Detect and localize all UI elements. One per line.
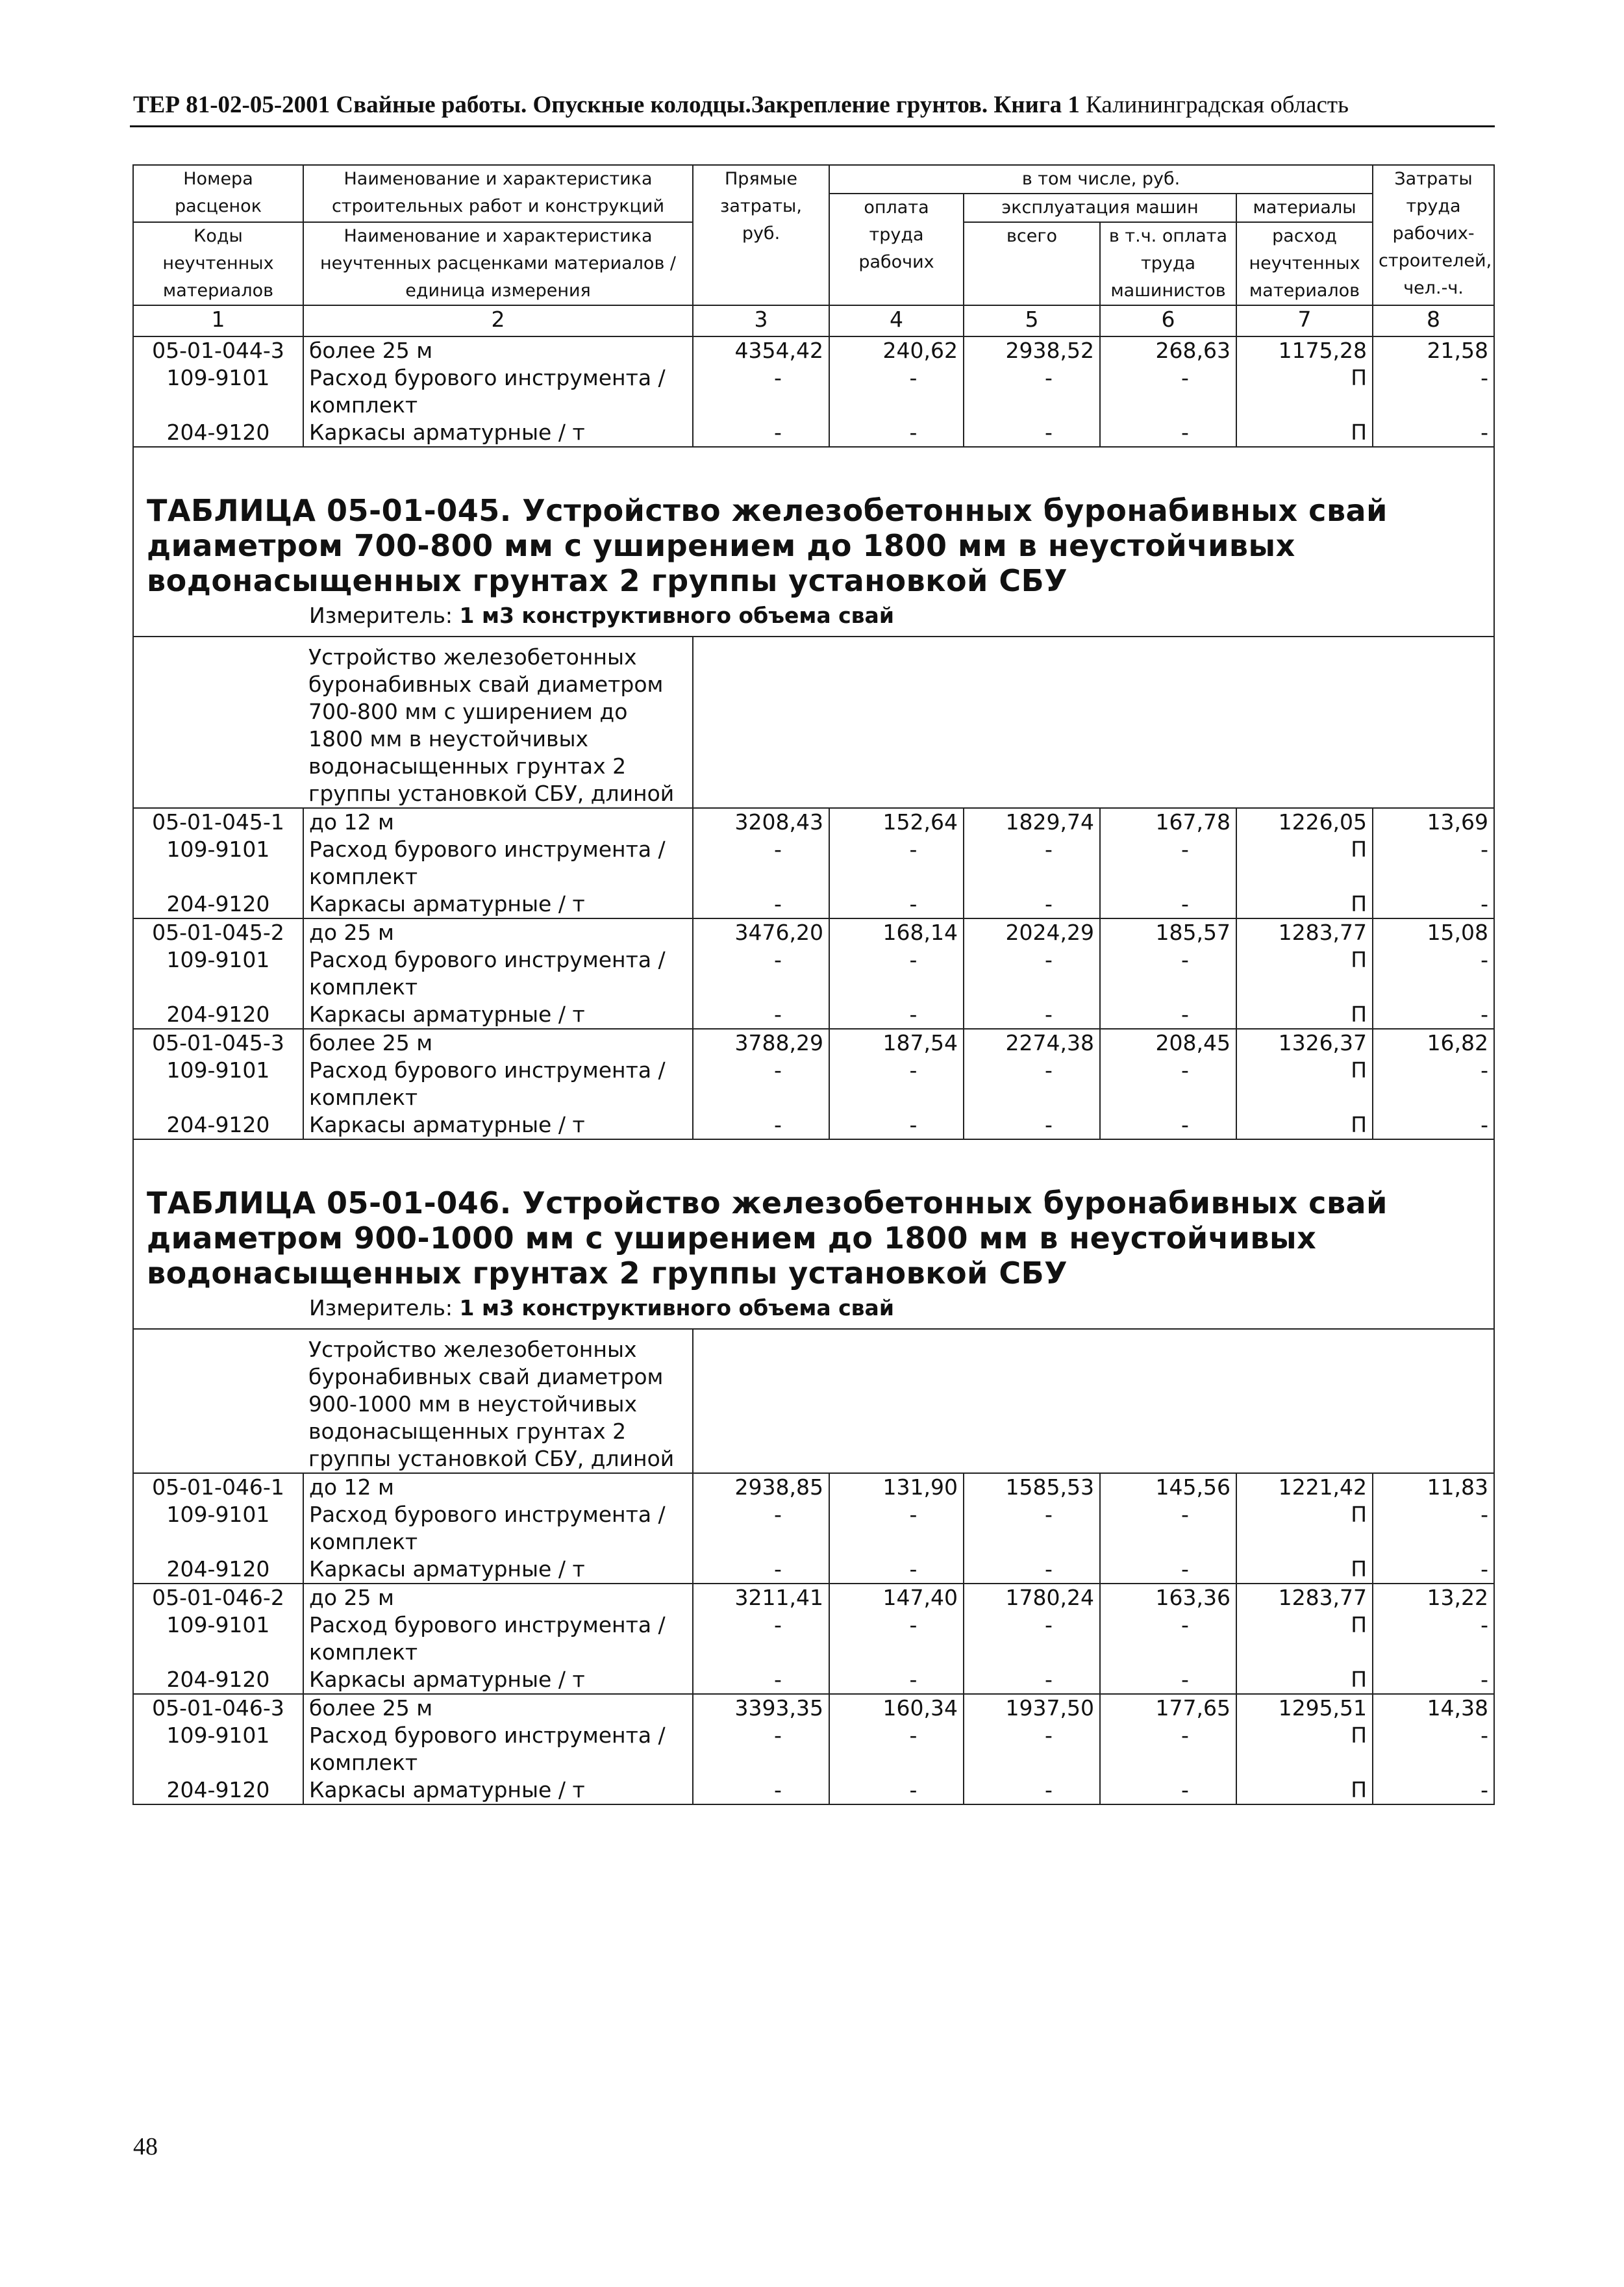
dash-value: - — [1100, 836, 1236, 891]
dash-value: - — [964, 1501, 1100, 1556]
dash-value: - — [964, 1776, 1100, 1804]
table-row — [133, 1694, 1494, 1722]
dash-value: - — [829, 1001, 964, 1029]
material-code: 204-9120 — [133, 1111, 303, 1139]
table-row — [133, 1029, 1494, 1057]
material-p-value: П — [1236, 1666, 1373, 1694]
rate-value-v5: 1780,24 — [964, 1584, 1100, 1611]
dash-value: - — [964, 1057, 1100, 1111]
header-rule — [130, 125, 1495, 127]
measurer-label: Измеритель: — [309, 1295, 453, 1320]
dash-value: - — [829, 1776, 964, 1804]
materials-header: материалы — [1236, 194, 1373, 222]
rate-value-v7: 1295,51 — [1236, 1694, 1373, 1722]
dash-value: - — [964, 1111, 1100, 1139]
dash-value: - — [964, 1001, 1100, 1029]
rate-value-v4: 168,14 — [829, 918, 964, 946]
material-name: Расход бурового инструмента / комплект — [303, 1611, 693, 1666]
dash-value: - — [693, 1556, 829, 1584]
column-numbers-row — [133, 305, 1494, 336]
material-code: 204-9120 — [133, 891, 303, 918]
rate-value-v6: 268,63 — [1100, 336, 1236, 364]
dash-value: - — [829, 364, 964, 419]
col5-header: всего — [964, 222, 1100, 305]
col-number: 1 — [133, 305, 303, 336]
rate-code: 05-01-045-1 — [133, 808, 303, 836]
rate-code: 05-01-046-1 — [133, 1473, 303, 1501]
rate-value-v6: 185,57 — [1100, 918, 1236, 946]
rates-table — [132, 164, 1495, 1805]
dash-value: - — [964, 364, 1100, 419]
material-name: Расход бурового инструмента / комплект — [303, 946, 693, 1001]
section-title-cell — [133, 1139, 1494, 1329]
dash-value: - — [1100, 1611, 1236, 1666]
table-row — [133, 946, 1494, 1001]
rate-value-v8: 11,83 — [1373, 1473, 1494, 1501]
dash-value: - — [964, 946, 1100, 1001]
material-name: Каркасы арматурные / т — [303, 1556, 693, 1584]
material-p-value: П — [1236, 1722, 1373, 1776]
incl-header: в том числе, руб. — [829, 165, 1373, 194]
dash-value: - — [829, 1611, 964, 1666]
dash-value: - — [1373, 1722, 1494, 1776]
material-code: 109-9101 — [133, 1057, 303, 1111]
material-code: 109-9101 — [133, 946, 303, 1001]
rate-value-v7: 1226,05 — [1236, 808, 1373, 836]
col8-header: Затраты труда рабочих-строителей, чел.-ч. — [1373, 165, 1494, 305]
rate-value-v3: 3476,20 — [693, 918, 829, 946]
table-row — [133, 1556, 1494, 1584]
rate-value-v7: 1326,37 — [1236, 1029, 1373, 1057]
rate-value-v7: 1221,42 — [1236, 1473, 1373, 1501]
dash-value: - — [1100, 1001, 1236, 1029]
dash-value: - — [829, 419, 964, 447]
material-p-value: П — [1236, 1111, 1373, 1139]
dash-value: - — [1373, 1556, 1494, 1584]
material-code: 204-9120 — [133, 1666, 303, 1694]
table-body — [133, 165, 1494, 1804]
table-row — [133, 364, 1494, 419]
dash-value: - — [964, 1556, 1100, 1584]
dash-value: - — [1100, 1111, 1236, 1139]
dash-value: - — [829, 891, 964, 918]
table-row — [133, 336, 1494, 364]
dash-value: - — [964, 891, 1100, 918]
header-region: Калининградская область — [1086, 92, 1349, 118]
material-name: Каркасы арматурные / т — [303, 891, 693, 918]
dash-value: - — [693, 836, 829, 891]
section-title-row — [133, 1139, 1494, 1329]
material-name: Каркасы арматурные / т — [303, 1776, 693, 1804]
dash-value: - — [829, 1556, 964, 1584]
dash-value: - — [1100, 891, 1236, 918]
material-name: Расход бурового инструмента / комплект — [303, 836, 693, 891]
rate-value-v3: 3208,43 — [693, 808, 829, 836]
dash-value: - — [1373, 891, 1494, 918]
table-row — [133, 891, 1494, 918]
dash-value: - — [1373, 1111, 1494, 1139]
dash-value: - — [693, 1666, 829, 1694]
dash-value: - — [1373, 1057, 1494, 1111]
col-number: 2 — [303, 305, 693, 336]
dash-value: - — [1373, 836, 1494, 891]
rate-value-v6: 167,78 — [1100, 808, 1236, 836]
rate-name: до 12 м — [303, 808, 693, 836]
dash-value: - — [829, 946, 964, 1001]
dash-value: - — [1100, 419, 1236, 447]
table-row — [133, 808, 1494, 836]
rate-code: 05-01-046-3 — [133, 1694, 303, 1722]
header-title: ТЕР 81-02-05-2001 Свайные работы. Опускные колодцы.Закрепление грунтов. Книга 1 — [133, 92, 1080, 118]
material-code: 109-9101 — [133, 836, 303, 891]
material-name: Каркасы арматурные / т — [303, 1111, 693, 1139]
col3-header: Прямые затраты, руб. — [693, 165, 829, 305]
rate-value-v5: 1829,74 — [964, 808, 1100, 836]
dash-value: - — [964, 419, 1100, 447]
rate-value-v5: 1585,53 — [964, 1473, 1100, 1501]
dash-value: - — [1373, 946, 1494, 1001]
rate-value-v4: 152,64 — [829, 808, 964, 836]
col6-header: в т.ч. оплата труда машинистов — [1100, 222, 1236, 305]
rate-value-v4: 187,54 — [829, 1029, 964, 1057]
measurer-value: 1 м3 конструктивного объема свай — [459, 1295, 894, 1320]
dash-value: - — [1373, 1611, 1494, 1666]
material-p-value: П — [1236, 419, 1373, 447]
page-number: 48 — [133, 2133, 158, 2160]
material-p-value: П — [1236, 1001, 1373, 1029]
dash-value: - — [1100, 1057, 1236, 1111]
material-p-value: П — [1236, 1556, 1373, 1584]
col-number: 5 — [964, 305, 1100, 336]
description-rest — [693, 637, 1494, 808]
rate-value-v3: 3393,35 — [693, 1694, 829, 1722]
dash-value: - — [1100, 1666, 1236, 1694]
col-number: 4 — [829, 305, 964, 336]
table-row — [133, 1001, 1494, 1029]
material-code: 204-9120 — [133, 1001, 303, 1029]
rate-code: 05-01-046-2 — [133, 1584, 303, 1611]
material-code: 109-9101 — [133, 1611, 303, 1666]
rate-code: 05-01-044-3 — [133, 336, 303, 364]
material-p-value: П — [1236, 1611, 1373, 1666]
description-text: Устройство железобетонных буронабивных свай диаметром 700-800 мм с уширением до 1800 мм в неустойчивых водонасыщенных грунтах 2 группы установкой СБУ, длиной — [303, 637, 693, 808]
rate-value-v4: 131,90 — [829, 1473, 964, 1501]
material-p-value: П — [1236, 946, 1373, 1001]
material-p-value: П — [1236, 364, 1373, 419]
col1-header-a: Номера расценок — [133, 165, 303, 222]
dash-value: - — [693, 1057, 829, 1111]
rate-code: 05-01-045-3 — [133, 1029, 303, 1057]
rate-value-v3: 4354,42 — [693, 336, 829, 364]
material-name: Расход бурового инструмента / комплект — [303, 1057, 693, 1111]
rate-name: более 25 м — [303, 1694, 693, 1722]
dash-value: - — [693, 364, 829, 419]
dash-value: - — [829, 1057, 964, 1111]
rate-value-v5: 2938,52 — [964, 336, 1100, 364]
dash-value: - — [1100, 1722, 1236, 1776]
table-row — [133, 1501, 1494, 1556]
rate-value-v5: 2024,29 — [964, 918, 1100, 946]
material-p-value: П — [1236, 836, 1373, 891]
table-title: ТАБЛИЦА 05-01-046. Устройство железобетонных буронабивных свай диаметром 900-1000 мм с уширением до 1800 мм в неустойчивых водонасыщенных грунтах 2 группы установкой СБУ — [147, 1185, 1388, 1291]
measurer — [309, 602, 1488, 629]
col-number: 8 — [1373, 305, 1494, 336]
dash-value: - — [829, 1666, 964, 1694]
material-p-value: П — [1236, 891, 1373, 918]
table-row — [133, 1584, 1494, 1611]
material-code: 204-9120 — [133, 1776, 303, 1804]
col2-header-b: Наименование и характеристика неучтенных расценками материалов / единица измерения — [303, 222, 693, 305]
table-row — [133, 1111, 1494, 1139]
table-row — [133, 1057, 1494, 1111]
dash-value: - — [1373, 419, 1494, 447]
section-title-row — [133, 447, 1494, 637]
col-number: 7 — [1236, 305, 1373, 336]
dash-value: - — [964, 836, 1100, 891]
rate-name: до 25 м — [303, 918, 693, 946]
rate-name: до 12 м — [303, 1473, 693, 1501]
material-code: 204-9120 — [133, 419, 303, 447]
measurer-value: 1 м3 конструктивного объема свай — [459, 603, 894, 628]
dash-value: - — [693, 1501, 829, 1556]
material-name: Каркасы арматурные / т — [303, 419, 693, 447]
col7-header: расход неучтенных материалов — [1236, 222, 1373, 305]
description-rest — [693, 1329, 1494, 1473]
dash-value: - — [1373, 1001, 1494, 1029]
rate-value-v8: 13,22 — [1373, 1584, 1494, 1611]
dash-value: - — [1100, 1556, 1236, 1584]
dash-value: - — [1100, 364, 1236, 419]
rate-value-v8: 15,08 — [1373, 918, 1494, 946]
material-p-value: П — [1236, 1776, 1373, 1804]
material-name: Каркасы арматурные / т — [303, 1666, 693, 1694]
rate-value-v4: 147,40 — [829, 1584, 964, 1611]
table-row — [133, 918, 1494, 946]
col4-header: оплата труда рабочих — [829, 194, 964, 305]
rate-value-v8: 16,82 — [1373, 1029, 1494, 1057]
description-code-cell — [133, 1329, 303, 1473]
material-code: 109-9101 — [133, 364, 303, 419]
dash-value: - — [1100, 1501, 1236, 1556]
material-name: Расход бурового инструмента / комплект — [303, 364, 693, 419]
rate-name: более 25 м — [303, 1029, 693, 1057]
dash-value: - — [693, 1722, 829, 1776]
description-code-cell — [133, 637, 303, 808]
dash-value: - — [829, 836, 964, 891]
rate-value-v3: 3211,41 — [693, 1584, 829, 1611]
section-title-cell — [133, 447, 1494, 637]
rate-value-v8: 14,38 — [1373, 1694, 1494, 1722]
dash-value: - — [964, 1722, 1100, 1776]
material-code: 109-9101 — [133, 1722, 303, 1776]
dash-value: - — [693, 1001, 829, 1029]
col1-header-b: Коды неучтенных материалов — [133, 222, 303, 305]
rate-value-v6: 145,56 — [1100, 1473, 1236, 1501]
dash-value: - — [693, 1111, 829, 1139]
measurer-label: Измеритель: — [309, 603, 453, 628]
col-number: 3 — [693, 305, 829, 336]
page-header — [133, 91, 1495, 119]
dash-value: - — [829, 1501, 964, 1556]
description-text: Устройство железобетонных буронабивных свай диаметром 900-1000 мм в неустойчивых водонасыщенных грунтах 2 группы установкой СБУ, длиной — [303, 1329, 693, 1473]
material-name: Расход бурового инструмента / комплект — [303, 1501, 693, 1556]
material-code: 204-9120 — [133, 1556, 303, 1584]
material-p-value: П — [1236, 1501, 1373, 1556]
rate-value-v6: 208,45 — [1100, 1029, 1236, 1057]
table-row — [133, 419, 1494, 447]
rate-name: до 25 м — [303, 1584, 693, 1611]
rate-value-v8: 13,69 — [1373, 808, 1494, 836]
table-row — [133, 1473, 1494, 1501]
rate-value-v6: 163,36 — [1100, 1584, 1236, 1611]
table-row — [133, 836, 1494, 891]
dash-value: - — [1373, 1501, 1494, 1556]
description-row — [133, 1329, 1494, 1473]
header-row-1 — [133, 165, 1494, 194]
material-name: Расход бурового инструмента / комплект — [303, 1722, 693, 1776]
dash-value: - — [964, 1666, 1100, 1694]
rate-value-v4: 240,62 — [829, 336, 964, 364]
table-row — [133, 1776, 1494, 1804]
rate-code: 05-01-045-2 — [133, 918, 303, 946]
rate-value-v5: 1937,50 — [964, 1694, 1100, 1722]
dash-value: - — [693, 1611, 829, 1666]
col2-header-a: Наименование и характеристика строительных работ и конструкций — [303, 165, 693, 222]
dash-value: - — [964, 1611, 1100, 1666]
rate-value-v7: 1283,77 — [1236, 1584, 1373, 1611]
table-row — [133, 1722, 1494, 1776]
material-name: Каркасы арматурные / т — [303, 1001, 693, 1029]
dash-value: - — [1100, 1776, 1236, 1804]
dash-value: - — [829, 1722, 964, 1776]
dash-value: - — [693, 946, 829, 1001]
rate-value-v8: 21,58 — [1373, 336, 1494, 364]
rate-value-v3: 3788,29 — [693, 1029, 829, 1057]
description-row — [133, 637, 1494, 808]
dash-value: - — [693, 1776, 829, 1804]
col-number: 6 — [1100, 305, 1236, 336]
rate-value-v5: 2274,38 — [964, 1029, 1100, 1057]
rate-value-v7: 1175,28 — [1236, 336, 1373, 364]
material-p-value: П — [1236, 1057, 1373, 1111]
material-code: 109-9101 — [133, 1501, 303, 1556]
table-title: ТАБЛИЦА 05-01-045. Устройство железобетонных буронабивных свай диаметром 700-800 мм с уширением до 1800 мм в неустойчивых водонасыщенных грунтах 2 группы установкой СБУ — [147, 493, 1388, 598]
dash-value: - — [1100, 946, 1236, 1001]
dash-value: - — [693, 419, 829, 447]
dash-value: - — [1373, 1776, 1494, 1804]
rate-value-v4: 160,34 — [829, 1694, 964, 1722]
dash-value: - — [829, 1111, 964, 1139]
rate-name: более 25 м — [303, 336, 693, 364]
dash-value: - — [1373, 364, 1494, 419]
dash-value: - — [1373, 1666, 1494, 1694]
table-row — [133, 1611, 1494, 1666]
table-row — [133, 1666, 1494, 1694]
rate-value-v6: 177,65 — [1100, 1694, 1236, 1722]
dash-value: - — [693, 891, 829, 918]
rate-value-v7: 1283,77 — [1236, 918, 1373, 946]
measurer — [309, 1295, 1488, 1322]
rate-value-v3: 2938,85 — [693, 1473, 829, 1501]
machines-header: эксплуатация машин — [964, 194, 1236, 222]
